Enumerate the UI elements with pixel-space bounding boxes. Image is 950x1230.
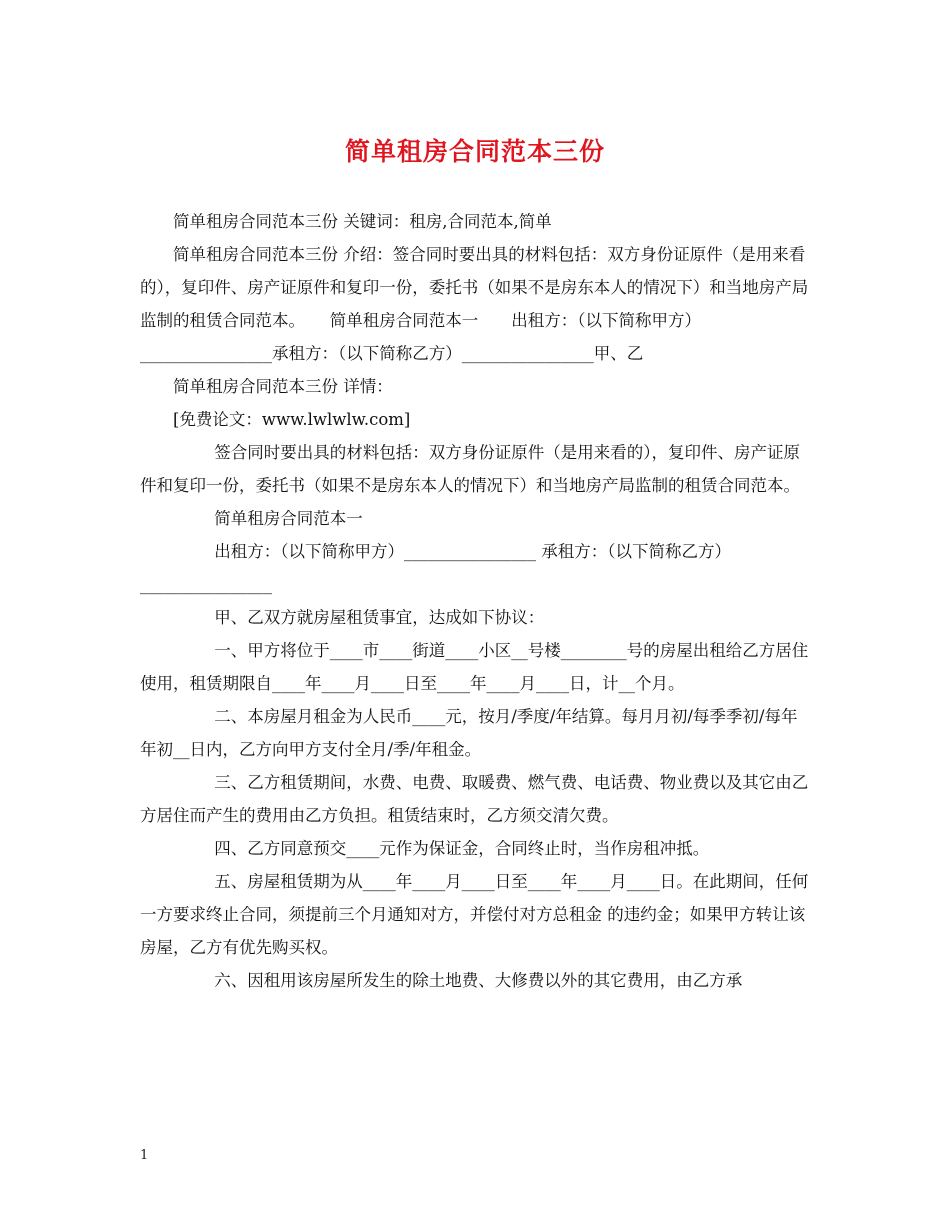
paragraph-keywords: 简单租房合同范本三份 关键词：租房,合同范本,简单	[173, 212, 552, 231]
clause-1: 一、甲方将位于____市____街道____小区__号楼________号的房屋出租给乙方居住使用，租赁期限自____年____月____日至____年____月____日，计__个月。	[140, 641, 809, 693]
clause-4: 四、乙方同意预交____元作为保证金，合同终止时，当作房租冲抵。	[214, 839, 710, 858]
paragraph-source-link: [免费论文：www.lwlwlw.com]	[173, 410, 411, 429]
page-number: 1	[140, 1148, 149, 1163]
clause-2: 二、本房屋月租金为人民币____元，按月/季度/年结算。每月月初/每季季初/每年年初__日内，乙方向甲方支付全月/季/年租金。	[140, 707, 798, 759]
paragraph-materials: 签合同时要出具的材料包括：双方身份证原件（是用来看的），复印件、房产证原件和复印一份，委托书（如果不是房东本人的情况下）和当地房产局监制的租赁合同范本。	[140, 443, 800, 495]
paragraph-intro: 简单租房合同范本三份 介绍：签合同时要出具的材料包括：双方身份证原件（是用来看的），复印件、房产证原件和复印一份，委托书（如果不是房东本人的情况下）和当地房产局监制的租赁合同范本。 简单租房合同范本一 出租方：（以下简称甲方）________________承租方：（以下简称乙方）________________甲、乙	[140, 245, 809, 363]
paragraph-parties: 出租方：（以下简称甲方）________________ 承租方：（以下简称乙方）________________	[140, 542, 731, 594]
document-title: 简单租房合同范本三份	[344, 137, 605, 166]
clause-6: 六、因租用该房屋所发生的除土地费、大修费以外的其它费用，由乙方承	[214, 971, 743, 990]
paragraph-details-heading: 简单租房合同范本三份 详情：	[173, 377, 393, 396]
clause-5: 五、房屋租赁期为从____年____月____日至____年____月____日。在此期间，任何一方要求终止合同，须提前三个月通知对方，并偿付对方总租金 的违约金；如果甲方转让该房屋，乙方有优先购买权。	[140, 872, 809, 957]
paragraph-template-heading: 简单租房合同范本一	[214, 509, 363, 528]
document-body	[140, 205, 812, 997]
clause-3: 三、乙方租赁期间，水费、电费、取暖费、燃气费、电话费、物业费以及其它由乙方居住而产生的费用由乙方负担。租赁结束时，乙方须交清欠费。	[140, 773, 809, 825]
paragraph-agreement: 甲、乙双方就房屋租赁事宜，达成如下协议：	[214, 608, 545, 627]
